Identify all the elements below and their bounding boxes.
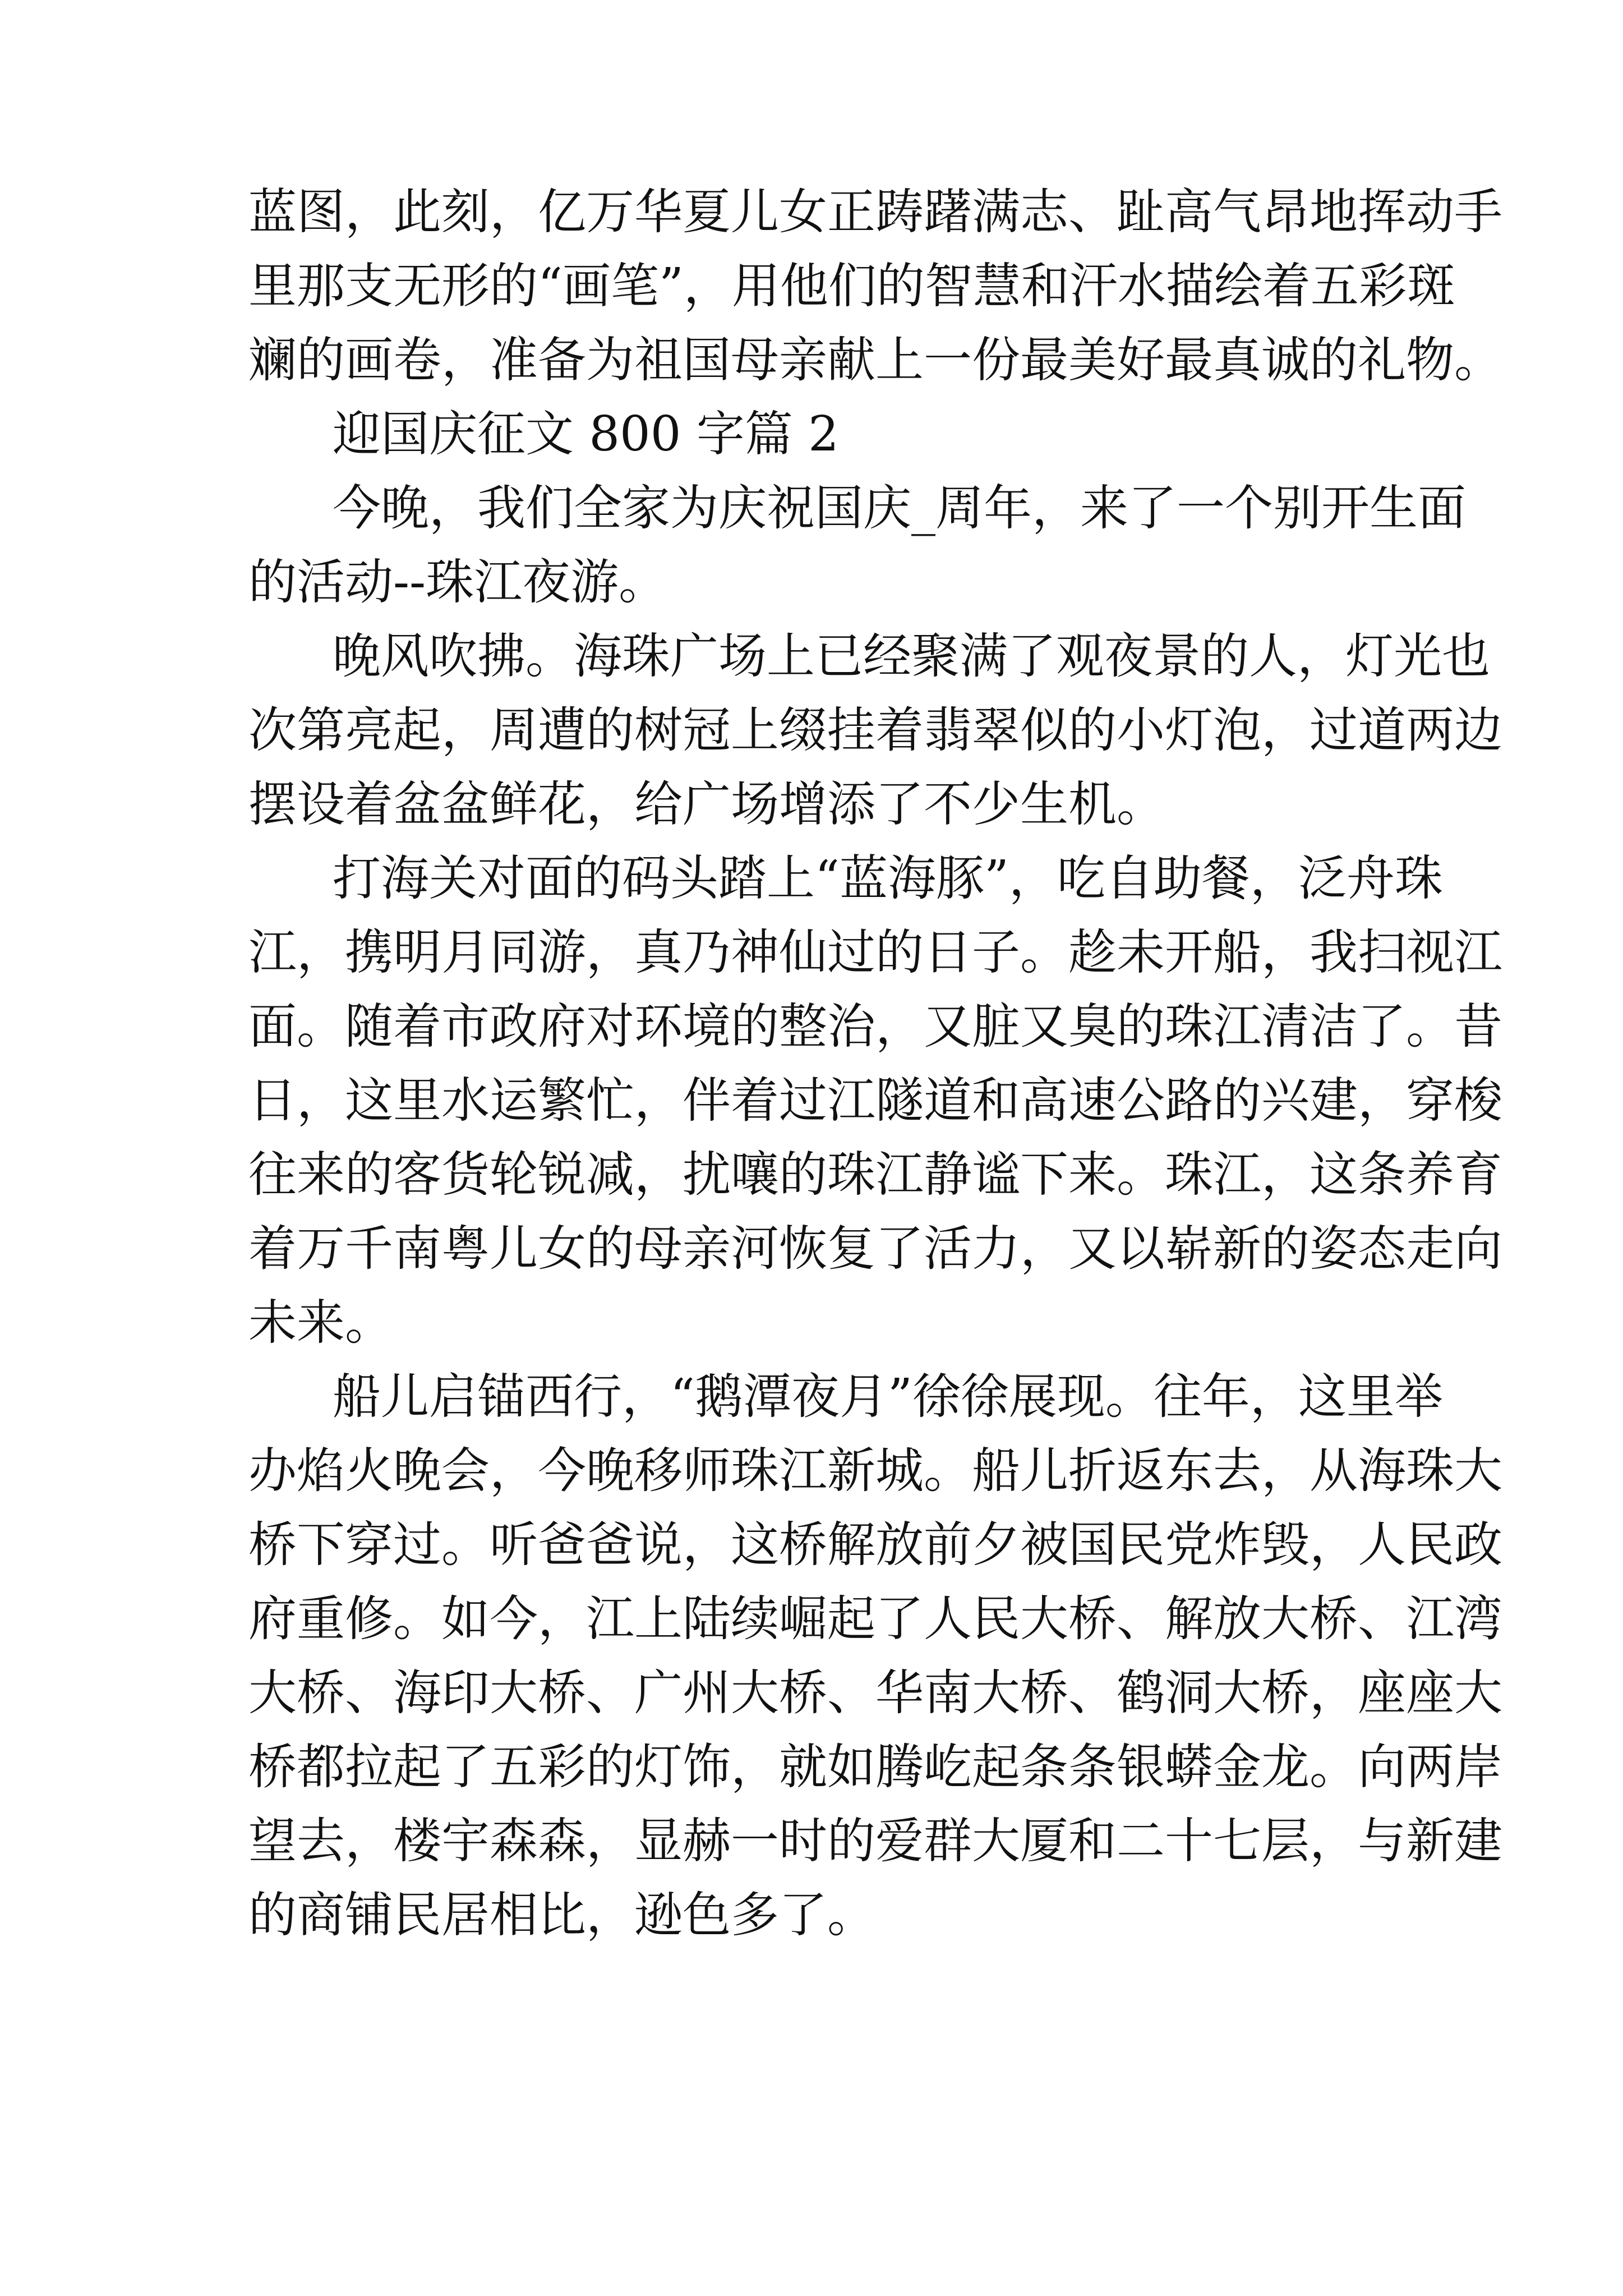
section-heading: 迎国庆征文 800 字篇 2 [333,406,839,462]
text-line: 桥都拉起了五彩的灯饰，就如腾屹起条条银蟒金龙。向两岸 [248,1739,1502,1795]
text-line: 未来。 [248,1295,393,1351]
text-line: 府重修。如今，江上陆续崛起了人民大桥、解放大桥、江湾 [248,1591,1502,1647]
text-line: 面。随着市政府对环境的整治，又脏又臭的珠江清洁了。昔 [248,999,1502,1055]
text-line: 江，携明月同游，真乃神仙过的日子。趁未开船，我扫视江 [248,924,1502,981]
text-line: 次第亮起，周遭的树冠上缀挂着翡翠似的小灯泡，过道两边 [248,702,1502,758]
text-line: 斓的画卷，准备为祖国母亲献上一份最美好最真诚的礼物。 [248,332,1502,388]
text-line: 的活动--珠江夜游。 [248,554,667,610]
text-line: 的商铺民居相比，逊色多了。 [248,1887,875,1943]
text-line: 里那支无形的“画笔”，用他们的智慧和汗水描绘着五彩斑 [248,258,1455,314]
text-line: 办焰火晚会，今晚移师珠江新城。船儿折返东去，从海珠大 [248,1443,1502,1499]
text-line: 往来的客货轮锐减，扰嚷的珠江静谧下来。珠江，这条养育 [248,1147,1502,1203]
text-line: 今晚，我们全家为庆祝国庆_周年，来了一个别开生面 [333,480,1466,536]
text-line: 着万千南粤儿女的母亲河恢复了活力，又以崭新的姿态走向 [248,1221,1502,1277]
text-line: 摆设着盆盆鲜花，给广场增添了不少生机。 [248,776,1165,832]
text-line: 日，这里水运繁忙，伴着过江隧道和高速公路的兴建，穿梭 [248,1073,1502,1129]
text-line: 蓝图，此刻，亿万华夏儿女正踌躇满志、趾高气昂地挥动手 [248,184,1502,240]
text-line: 晚风吹拂。海珠广场上已经聚满了观夜景的人，灯光也 [333,628,1490,684]
text-line: 桥下穿过。听爸爸说，这桥解放前夕被国民党炸毁，人民政 [248,1517,1502,1573]
text-line: 望去，楼宇森森，显赫一时的爱群大厦和二十七层，与新建 [248,1813,1502,1869]
text-line: 大桥、海印大桥、广州大桥、华南大桥、鹤洞大桥，座座大 [248,1665,1502,1721]
text-line: 船儿启锚西行，“鹅潭夜月”徐徐展现。往年，这里举 [333,1369,1443,1425]
text-line: 打海关对面的码头踏上“蓝海豚”，吃自助餐，泛舟珠 [333,850,1443,907]
